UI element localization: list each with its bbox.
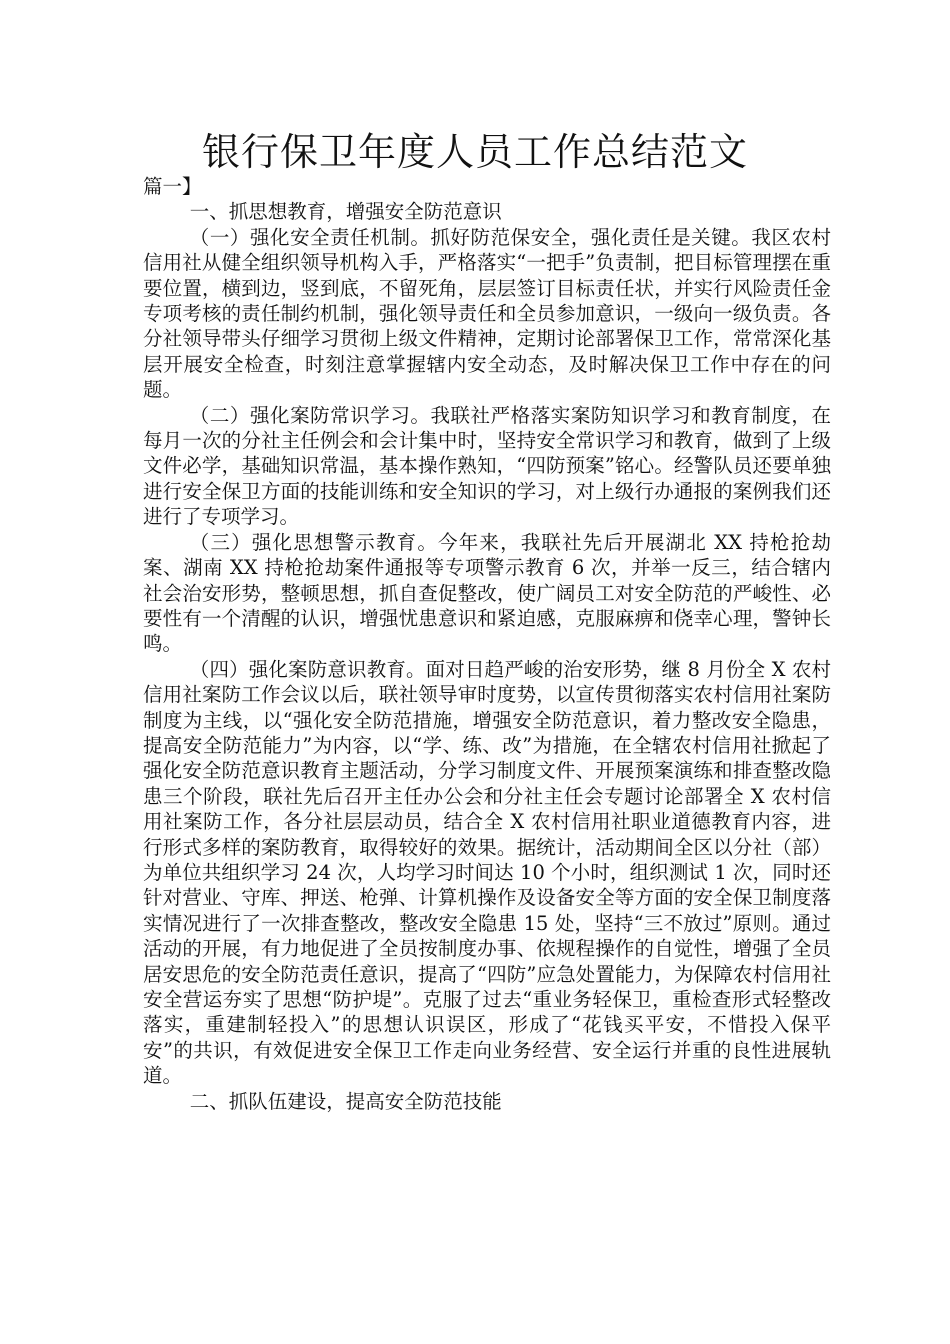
- document-title: 银行保卫年度人员工作总结范文: [201, 130, 748, 174]
- paragraph-2: （二）强化案防常识学习。我联社严格落实案防知识学习和教育制度，在每月一次的分社主任例会和会计集中时，坚持安全常识学习和教育，做到了上级文件必学，基础知识常温，基本操作熟知，“四防预案”铭心。经警队员还要单独进行安全保卫方面的技能训练和安全知识的学习，对上级行办通报的案例我们还进行了专项学习。: [143, 403, 831, 529]
- heading-1: 一、抓思想教育，增强安全防范意识: [189, 200, 502, 224]
- heading-2: 二、抓队伍建设，提高安全防范技能: [189, 1089, 502, 1113]
- paragraph-4: （四）强化案防意识教育。面对日趋严峻的治安形势，继 8 月份全 X 农村信用社案防工作会议以后，联社领导审时度势，以宣传贯彻落实农村信用社案防制度为主线，以“强化安全防范措施，增强安全防范意识，着力整改安全隐患，提高安全防范能力”为内容，以“学、练、改”为措施，在全辖农村信用社掀起了强化安全防范意识教育主题活动，分学习制度文件、开展预案演练和排查整改隐患三个阶段，联社先后召开主任办公会和分社主任会专题讨论部署全 X 农村信用社案防工作，各分社层层动员，结合全 X 农村信用社职业道德教育内容，进行形式多样的案防教育，取得较好的效果。据统计，活动期间全区以分社（部）为单位共组织学习 24 次，人均学习时间达 10 个小时，组织测试 1 次，同时还针对营业、守库、押送、枪弹、计算机操作及设备安全等方面的安全保卫制度落实情况进行了一次排查整改，整改安全隐患 15 处，坚持“三不放过”原则。通过活动的开展，有力地促进了全员按制度办事、依规程操作的自觉性，增强了全员居安思危的安全防范责任意识，提高了“四防”应急处置能力，为保障农村信用社安全营运夯实了思想“防护堤”。克服了过去“重业务轻保卫，重检查形式轻整改落实，重建制轻投入”的思想认识误区，形成了“花钱买平安，不惜投入保平安”的共识，有效促进安全保卫工作走向业务经营、安全运行并重的良性进展轨道。: [143, 657, 831, 1088]
- document-body: [143, 174, 831, 1114]
- section-label: 篇一】: [143, 175, 202, 198]
- paragraph-1: （一）强化安全责任机制。抓好防范保安全，强化责任是关键。我区农村信用社从健全组织领导机构入手，严格落实“一把手”负责制，把目标管理摆在重要位置，横到边，竖到底，不留死角，层层签订目标责任状，并实行风险责任金专项考核的责任制约机制，强化领导责任和全员参加意识，一级向一级负责。各分社领导带头仔细学习贯彻上级文件精神，定期讨论部署保卫工作，常常深化基层开展安全检查，时刻注意掌握辖内安全动态，及时解决保卫工作中存在的问题。: [143, 225, 831, 402]
- paragraph-3: （三）强化思想警示教育。今年来，我联社先后开展湖北 XX 持枪抢劫案、湖南 XX 持枪抢劫案件通报等专项警示教育 6 次，并举一反三，结合辖内社会治安形势，整顿思想，抓自查促整改，使广阔员工对安全防范的严峻性、必要性有一个清醒的认识，增强忧患意识和紧迫感，克服麻痹和侥幸心理，警钟长鸣。: [143, 530, 831, 656]
